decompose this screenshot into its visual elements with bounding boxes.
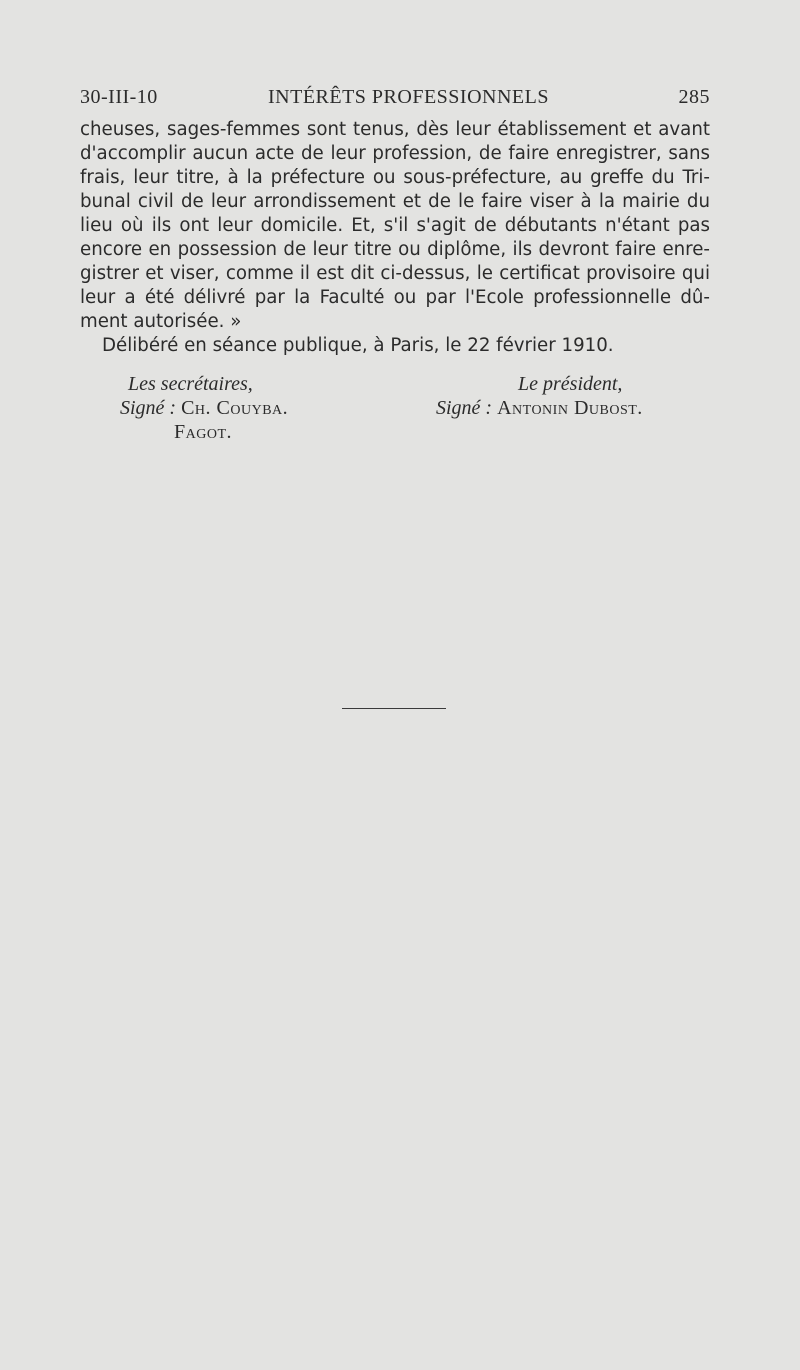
text-line: leur a été délivré par la Faculté ou par l'Ecole professionnelle dû- <box>80 287 710 308</box>
section-divider <box>342 708 446 709</box>
signatory-name: Antonin Dubost. <box>497 397 643 419</box>
running-header <box>80 86 710 114</box>
secretaries-signature <box>120 372 288 444</box>
text-line: lieu où ils ont leur domicile. Et, s'il s'agit de débutants n'étant pas <box>80 215 710 236</box>
secretaries-signed-line <box>120 396 288 420</box>
article-text <box>80 118 710 358</box>
president-signature <box>436 372 643 420</box>
president-title: Le président, <box>518 373 623 395</box>
signatory-name: Fagot. <box>174 421 233 443</box>
closing-line: Délibéré en séance publique, à Paris, le 22 février 1910. <box>102 335 614 356</box>
page-number: 285 <box>678 86 710 108</box>
header-title: INTÉRÊTS PROFESSIONNELS <box>268 86 549 108</box>
text-line: ment autorisée. » <box>80 311 242 332</box>
signatory-name: Ch. Couyba. <box>181 397 289 419</box>
text-line: d'accomplir aucun acte de leur profession, de faire enregistrer, sans <box>80 143 710 164</box>
text-line: encore en possession de leur titre ou diplôme, ils devront faire enre- <box>80 239 710 260</box>
header-date: 30-III-10 <box>80 86 158 108</box>
text-line: bunal civil de leur arrondissement et de le faire viser à la mairie du <box>80 191 710 212</box>
text-line: gistrer et viser, comme il est dit ci-dessus, le certificat provisoire qui <box>80 263 710 284</box>
president-signed-line <box>436 396 643 420</box>
signe-label: Signé : <box>436 397 493 419</box>
signe-label: Signé : <box>120 397 177 419</box>
secretaries-title: Les secrétaires, <box>128 373 253 395</box>
text-line: cheuses, sages-femmes sont tenus, dès leur établissement et avant <box>80 119 710 140</box>
text-line: frais, leur titre, à la préfecture ou sous-préfecture, au greffe du Tri- <box>80 167 710 188</box>
